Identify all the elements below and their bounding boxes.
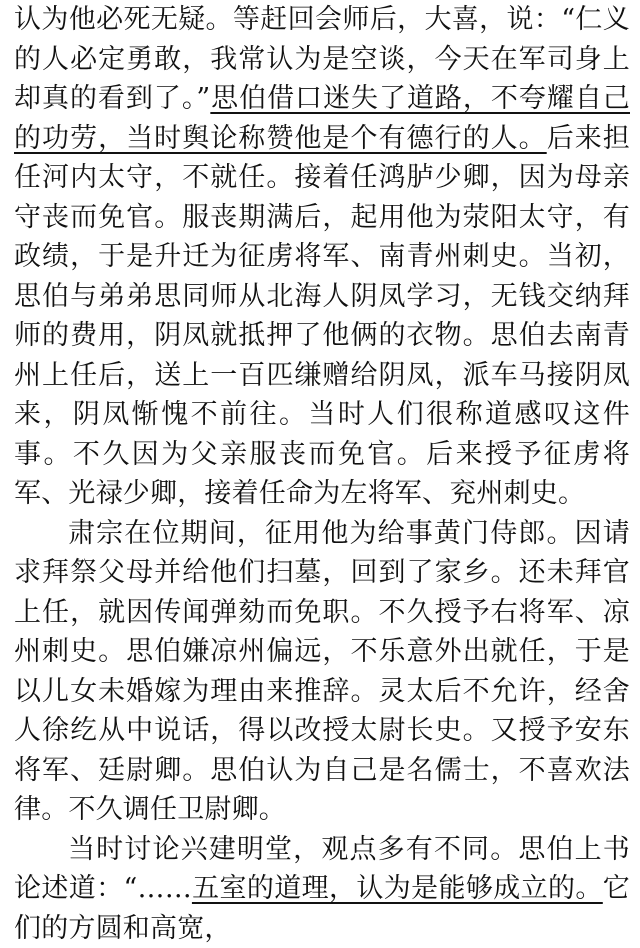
text-segment: 认为他必死无疑。等赶回会师后，大喜，说：“仁义的人必定勇敢，我常认为是空谈，今天在军司身上却真的看到了。” [14, 4, 630, 114]
text-segment: 后来担任河内太守，不就任。接着任鸿胪少卿，因为母亲守丧而免官。服丧期满后，起用他为荥阳太守，有政绩，于是升迁为征虏将军、南青州刺史。当初，思伯与弟弟思同师从北海人阴凤学习，无钱交纳拜师的费用，阴凤就抵押了他俩的衣物。思伯去南青州上任后，送上一百匹缣赠给阴凤，派车马接阴凤来，阴凤惭愧不前往。当时人们很称道感叹这件事。不久因为父亲服丧而免官。后来授予征虏将军、光禄少卿，接着任命为左将军、兖州刺史。 [14, 123, 630, 510]
underlined-text-segment: 思伯借口迷失了道路，不夸耀自己的功劳，当时舆论称赞他是个有德行的人。 [14, 83, 630, 154]
text-segment: 肃宗在位期间，征用他为给事黄门侍郎。因请求拜祭父母并给他们扫墓，回到了家乡。还未拜官上任，就因传闻弹劾而免职。不久授予右将军、凉州刺史。思伯嫌凉州偏远，不乐意外出就任，于是以儿女未婚嫁为理由来推辞。灵太后不允许，经舍人徐纥从中说话，得以改授太尉长史。又授予安东将军、廷尉卿。思伯认为自己是名儒士，不喜欢法律。不久调任卫尉卿。 [14, 518, 630, 826]
paragraph-1 [14, 0, 630, 514]
text-segment: 它们的方圆和高宽， [14, 873, 630, 944]
document-page [14, 0, 630, 948]
paragraph-3 [14, 830, 630, 948]
underlined-text-segment: 五室的道理，认为是能够成立的。 [192, 873, 603, 904]
paragraph-2 [14, 514, 630, 830]
text-segment: 当时讨论兴建明堂，观点多有不同。思伯上书论述道：“…… [14, 834, 630, 905]
